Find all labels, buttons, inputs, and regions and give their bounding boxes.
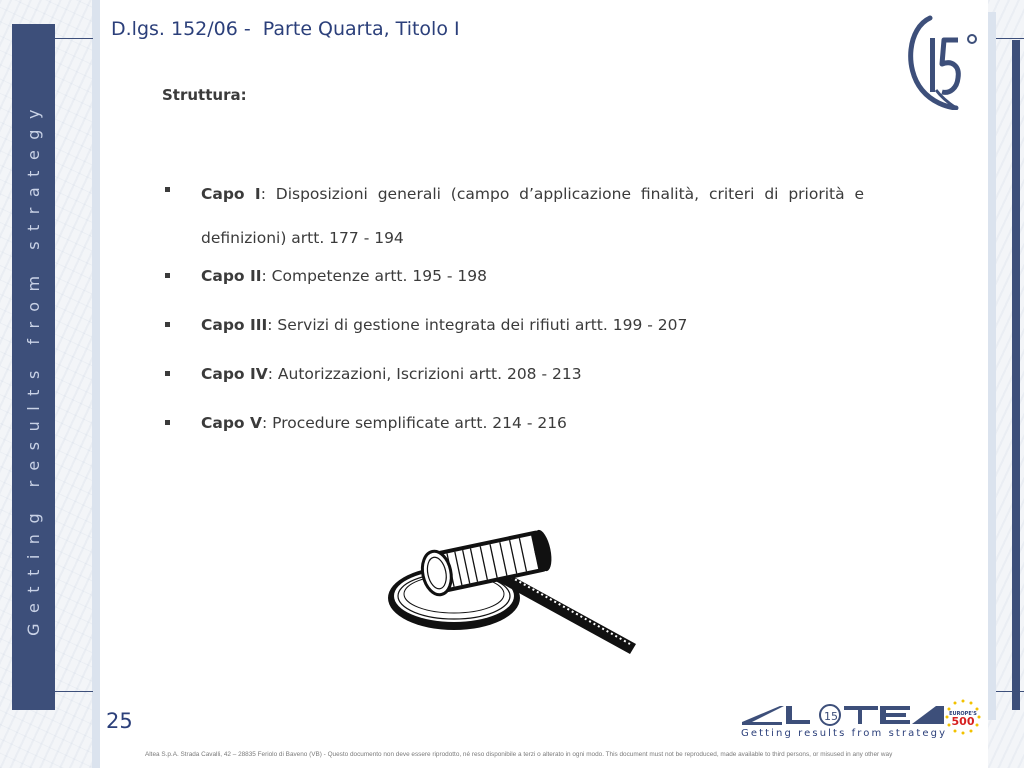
- page-number: 25: [106, 709, 133, 733]
- section-heading: Struttura:: [162, 86, 247, 104]
- bullet-icon: [165, 371, 170, 376]
- gavel-icon: [384, 528, 646, 660]
- list-item-text: : Procedure semplificate artt. 214 - 216: [261, 414, 567, 432]
- top-rule-left: [55, 38, 93, 39]
- svg-text:15: 15: [824, 710, 838, 723]
- list-item: [162, 412, 864, 434]
- list-item-text: : Autorizzazioni, Iscrizioni artt. 208 - 213: [267, 365, 582, 383]
- right-strip-edge: [988, 12, 996, 720]
- left-strip-edge: [92, 0, 100, 768]
- list-item: [162, 265, 864, 287]
- list-item-text: : Competenze artt. 195 - 198: [261, 267, 487, 285]
- right-brand-bar: [1012, 40, 1020, 710]
- list-item-text: : Servizi di gestione integrata dei rifiuti artt. 199 - 207: [267, 316, 688, 334]
- list-item: [162, 363, 864, 385]
- list-item-label: Capo I: [201, 185, 261, 203]
- bullet-icon: [165, 322, 170, 327]
- list-item-text: : Disposizioni generali (campo d’applicazione finalità, criteri di priorità e definizioni) artt. 177 - 194: [201, 185, 864, 247]
- europes-500-badge-icon: [944, 698, 982, 736]
- bottom-rule-right: [996, 691, 1024, 692]
- vertical-tagline: [12, 24, 55, 710]
- list-item-label: Capo III: [201, 316, 268, 334]
- footer-disclaimer: Altea S.p.A. Strada Cavalli, 42 – 28835 Feriolo di Baveno (VB) - Questo documento non deve essere riprodotto, né reso disponibile a terzi o alterato in ogni modo. This document must not be reproduced, made available to third persons, or misused in any other way: [145, 751, 893, 758]
- company-15-logo: [900, 12, 984, 110]
- brand-tagline: Getting results from strategy: [741, 728, 948, 739]
- list-item-label: Capo II: [201, 267, 262, 285]
- badge-line2: 500: [951, 715, 975, 728]
- list-item: [162, 172, 864, 260]
- bullet-icon: [165, 187, 170, 192]
- list-item-label: Capo IV: [201, 365, 268, 383]
- bottom-rule-left: [55, 691, 93, 692]
- slide-title: D.lgs. 152/06 - Parte Quarta, Titolo I: [111, 18, 460, 40]
- capo-list: [162, 172, 864, 461]
- bullet-icon: [165, 420, 170, 425]
- list-item-label: Capo V: [201, 414, 262, 432]
- top-rule-right: [996, 38, 1024, 39]
- vertical-tagline-text: Getting results from strategy: [24, 98, 44, 636]
- list-item: [162, 314, 864, 336]
- badge-line1: EUROPE'S: [949, 711, 977, 717]
- bullet-icon: [165, 273, 170, 278]
